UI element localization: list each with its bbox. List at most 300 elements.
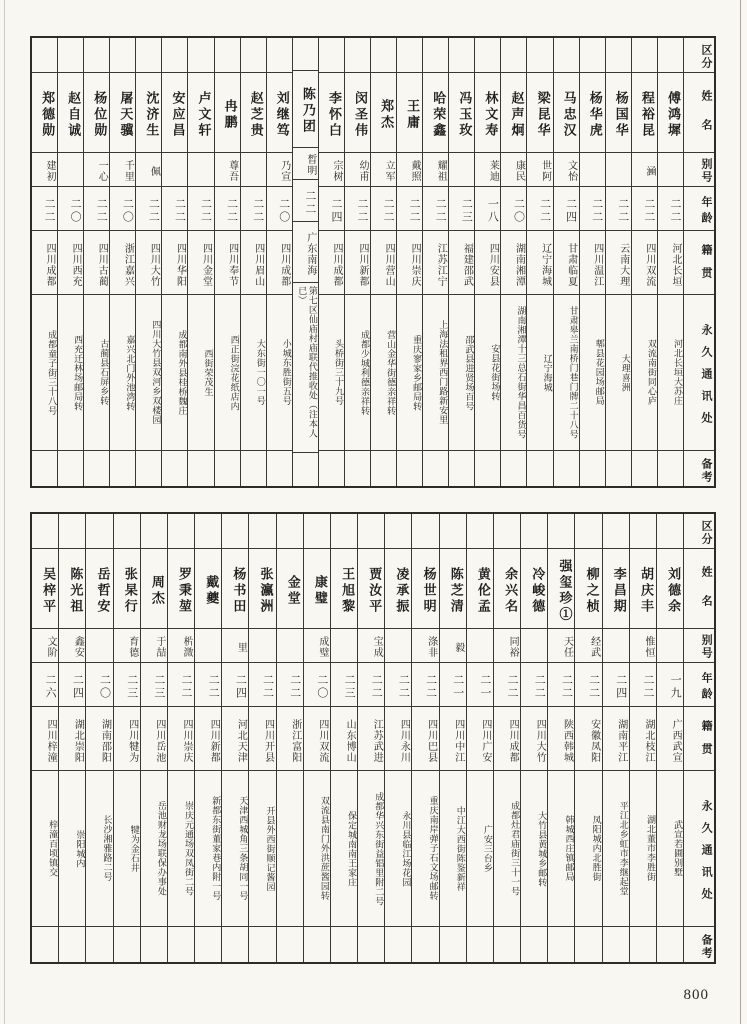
person-note <box>475 450 500 486</box>
page-edge-line-right <box>740 0 741 1024</box>
person-age: 二二 <box>358 662 384 706</box>
person-name: 冯玉玫 <box>449 72 474 152</box>
person-age: 二三 <box>449 186 474 230</box>
person-column <box>83 38 109 486</box>
person-age: 二二 <box>397 186 422 230</box>
person-alias <box>195 628 221 662</box>
person-category-cell <box>319 38 344 72</box>
person-name: 黄伦孟 <box>467 548 493 628</box>
person-category-cell <box>84 38 109 72</box>
person-address: 双流县南门外洪蔗酱园转 <box>304 770 330 926</box>
person-origin: 河北长垣 <box>658 230 683 294</box>
person-name: 贾汝平 <box>358 548 384 628</box>
person-age: 二一 <box>440 662 466 706</box>
person-origin: 四川大竹 <box>521 706 547 770</box>
person-category-cell <box>630 514 656 548</box>
person-origin: 浙江嘉兴 <box>110 230 135 294</box>
person-name: 郑德勋 <box>32 72 57 152</box>
person-age: 二二 <box>371 186 396 230</box>
person-note <box>657 926 683 962</box>
person-note <box>277 926 303 962</box>
person-name: 戴夔 <box>195 548 221 628</box>
person-address <box>277 770 303 926</box>
person-address: 梓潼百顷镇交 <box>32 770 58 926</box>
person-alias: 一心 <box>84 152 109 186</box>
person-note <box>267 450 292 486</box>
person-address: 武宣若圃别墅 <box>657 770 683 926</box>
person-column <box>57 38 83 486</box>
person-origin: 四川营山 <box>371 230 396 294</box>
person-address: 安县花街场转 <box>475 294 500 450</box>
person-category-cell <box>58 38 83 72</box>
person-age: 二二 <box>293 179 318 221</box>
person-note <box>548 926 574 962</box>
person-category-cell <box>114 514 140 548</box>
person-address: 中江大西街陈鉴新祥 <box>440 770 466 926</box>
person-alias <box>658 152 683 186</box>
person-age: 二二 <box>548 662 574 706</box>
person-address: 犍为金石井 <box>114 770 140 926</box>
person-note <box>58 450 83 486</box>
person-address: 成都少城利德亲祥转 <box>345 294 370 450</box>
person-age: 二〇 <box>501 186 526 230</box>
person-age: 二二 <box>249 662 275 706</box>
person-column <box>140 514 167 962</box>
person-age: 二二 <box>527 186 552 230</box>
person-column <box>167 514 194 962</box>
person-name: 柳之桢 <box>575 548 601 628</box>
row-label-alias: 别号 <box>684 152 714 186</box>
roster-table-upper <box>30 36 716 488</box>
person-alias: 里 <box>222 628 248 662</box>
person-column <box>574 514 601 962</box>
person-note <box>423 450 448 486</box>
person-category-cell <box>632 38 657 72</box>
person-origin: 广西武宣 <box>657 706 683 770</box>
row-label-column <box>683 38 714 486</box>
person-column <box>32 38 57 486</box>
person-alias: 涤非 <box>412 628 438 662</box>
person-address: 永川县临江场花园 <box>385 770 411 926</box>
person-alias: 世阿 <box>527 152 552 186</box>
person-name: 陈乃团 <box>293 70 318 146</box>
person-address: 成都童子街三十八号 <box>32 294 57 450</box>
person-age: 二二 <box>630 662 656 706</box>
person-origin: 广东南海 <box>293 221 318 282</box>
person-address: 天津西城角三条胡同一号 <box>222 770 248 926</box>
person-address: 河北长垣大苏庄 <box>658 294 683 450</box>
person-category-cell <box>32 38 57 72</box>
person-alias: 耀祖 <box>423 152 448 186</box>
person-origin: 四川岳池 <box>141 706 167 770</box>
person-column <box>474 38 500 486</box>
person-address: 成都南外县桂桥魏庄 <box>162 294 187 450</box>
person-address: 头桥街三十九号 <box>319 294 344 450</box>
person-column <box>384 514 411 962</box>
person-column <box>493 514 520 962</box>
person-origin: 四川开县 <box>249 706 275 770</box>
person-origin: 湖南湘潭 <box>501 230 526 294</box>
person-address: 古蔺县石屏乡转 <box>84 294 109 450</box>
person-age: 二二 <box>658 186 683 230</box>
person-origin: 四川双流 <box>632 230 657 294</box>
row-label-name: 姓名 <box>684 72 714 152</box>
person-origin: 四川新都 <box>195 706 221 770</box>
person-age: 二四 <box>554 186 579 230</box>
person-note <box>293 452 318 486</box>
person-column <box>439 514 466 962</box>
person-note <box>440 926 466 962</box>
person-name: 赵芝贵 <box>241 72 266 152</box>
person-column <box>631 38 657 486</box>
person-name: 冉鹏 <box>215 72 240 152</box>
person-age: 二二 <box>580 186 605 230</box>
person-origin: 湖北崇阳 <box>59 706 85 770</box>
person-category-cell <box>501 38 526 72</box>
row-label-alias: 别号 <box>684 628 714 662</box>
person-address: 湖南湘潭十三总石街华昌百货号 <box>501 294 526 450</box>
row-label-age: 年龄 <box>684 662 714 706</box>
person-age: 二一 <box>467 662 493 706</box>
person-address: 保定城南南王家庄 <box>331 770 357 926</box>
person-name: 刘德余 <box>657 548 683 628</box>
person-age: 二二 <box>162 186 187 230</box>
person-age: 二三 <box>331 662 357 706</box>
person-name: 金堂 <box>277 548 303 628</box>
person-note <box>249 926 275 962</box>
person-category-cell <box>412 514 438 548</box>
person-category-cell <box>32 514 58 548</box>
person-address: 重庆南岸弹子石文场邮转 <box>412 770 438 926</box>
person-address: 甘肃皋兰南桥门巷门牌二十八号 <box>554 294 579 450</box>
person-column <box>656 514 683 962</box>
person-address: 广安三台乡 <box>467 770 493 926</box>
person-age: 二三 <box>141 662 167 706</box>
person-address: 郫县花园场邮局 <box>580 294 605 450</box>
person-origin: 四川西充 <box>58 230 83 294</box>
person-alias: 经武 <box>575 628 601 662</box>
person-age: 二四 <box>222 662 248 706</box>
person-name: 凌承振 <box>385 548 411 628</box>
person-age: 二二 <box>345 186 370 230</box>
person-column <box>500 38 526 486</box>
person-origin: 四川广安 <box>467 706 493 770</box>
person-column <box>520 514 547 962</box>
person-address: 邵武县进贤场百号 <box>449 294 474 450</box>
person-alias: 尊吾 <box>215 152 240 186</box>
person-origin: 安徽凤阳 <box>575 706 601 770</box>
person-category-cell <box>162 38 187 72</box>
person-origin: 四川巴县 <box>412 706 438 770</box>
person-origin: 四川中江 <box>440 706 466 770</box>
person-age: 二二 <box>241 186 266 230</box>
person-age: 二〇 <box>86 662 112 706</box>
row-label-address: 永久通讯处 <box>684 770 714 926</box>
row-label-column <box>683 514 714 962</box>
person-origin: 甘肃临夏 <box>554 230 579 294</box>
person-address: 四川大竹县双河乡双楼园 <box>136 294 161 450</box>
person-address: 成都灶君庙街三十一号 <box>494 770 520 926</box>
person-age: 二〇 <box>58 186 83 230</box>
person-category-cell <box>222 514 248 548</box>
row-label-note: 备考 <box>684 926 714 962</box>
row-label-age: 年龄 <box>684 186 714 230</box>
person-name: 张瀛洲 <box>249 548 275 628</box>
person-origin: 四川犍为 <box>114 706 140 770</box>
person-address: 平江北乡虹市李继起堂 <box>603 770 629 926</box>
person-category-cell <box>606 38 631 72</box>
row-label-origin: 籍贯 <box>684 230 714 294</box>
person-age: 二二 <box>136 186 161 230</box>
person-address: 大竹县黄城乡邮转 <box>521 770 547 926</box>
person-name: 杨国华 <box>606 72 631 152</box>
person-column <box>629 514 656 962</box>
person-name: 冷峻德 <box>521 548 547 628</box>
person-address: 崇庆元通场双凤街二号 <box>168 770 194 926</box>
person-category-cell <box>548 514 574 548</box>
person-origin: 四川成都 <box>494 706 520 770</box>
person-alias: 成璧 <box>304 628 330 662</box>
person-note <box>632 450 657 486</box>
person-name: 李昌期 <box>603 548 629 628</box>
person-address: 西正街浣花纸店内 <box>215 294 240 450</box>
person-category-cell <box>277 514 303 548</box>
person-alias: 建初 <box>32 152 57 186</box>
person-note <box>449 450 474 486</box>
person-name: 刘继笃 <box>267 72 292 152</box>
person-alias: 同裕 <box>494 628 520 662</box>
person-origin: 湖南平江 <box>603 706 629 770</box>
roster-table-lower <box>30 512 716 964</box>
person-category-cell <box>168 514 194 548</box>
person-category-cell <box>385 514 411 548</box>
person-alias: 惟恒 <box>630 628 656 662</box>
person-name: 王庸 <box>397 72 422 152</box>
person-column <box>370 38 396 486</box>
row-label-kubun: 区分 <box>699 43 712 70</box>
person-name: 岳哲安 <box>86 548 112 628</box>
person-note <box>494 926 520 962</box>
person-address: 嘉兴北门外池湾转 <box>110 294 135 450</box>
person-alias: 毅 <box>440 628 466 662</box>
person-column <box>422 38 448 486</box>
person-column <box>194 514 221 962</box>
person-category-cell <box>358 514 384 548</box>
person-address: 韩城西庄镇邮局 <box>548 770 574 926</box>
person-origin: 四川梓潼 <box>32 706 58 770</box>
person-age: 二〇 <box>110 186 135 230</box>
person-age: 二二 <box>32 186 57 230</box>
person-alias: 康民 <box>501 152 526 186</box>
person-note <box>412 926 438 962</box>
person-column <box>553 38 579 486</box>
person-age: 二〇 <box>267 186 292 230</box>
person-name: 陈芝清 <box>440 548 466 628</box>
person-alias: 文阶 <box>32 628 58 662</box>
person-origin: 湖南邵阳 <box>86 706 112 770</box>
person-note <box>467 926 493 962</box>
person-alias <box>241 152 266 186</box>
person-category-cell <box>397 38 422 72</box>
person-age: 二二 <box>606 186 631 230</box>
person-name: 胡庆丰 <box>630 548 656 628</box>
person-column <box>32 514 58 962</box>
person-address: 重庆寥家乡邮局转 <box>397 294 422 450</box>
person-category-cell <box>110 38 135 72</box>
person-column <box>161 38 187 486</box>
row-label-origin: 籍贯 <box>684 706 714 770</box>
person-origin: 辽宁海城 <box>527 230 552 294</box>
person-alias <box>521 628 547 662</box>
person-category-cell <box>188 38 213 72</box>
person-origin: 四川大竹 <box>136 230 161 294</box>
person-note <box>84 450 109 486</box>
person-name: 罗秉堃 <box>168 548 194 628</box>
person-note <box>527 450 552 486</box>
person-age: 二二 <box>188 186 213 230</box>
person-alias: 宝成 <box>358 628 384 662</box>
person-column <box>221 514 248 962</box>
person-note <box>358 926 384 962</box>
person-column <box>657 38 683 486</box>
person-note <box>32 926 58 962</box>
person-address: 大东街一〇一号 <box>241 294 266 450</box>
person-category-cell <box>136 38 161 72</box>
person-name: 吴梓平 <box>32 548 58 628</box>
person-age: 二二 <box>277 662 303 706</box>
person-category-cell <box>249 514 275 548</box>
person-name: 屠天骥 <box>110 72 135 152</box>
person-alias: 育德 <box>114 628 140 662</box>
person-alias <box>86 628 112 662</box>
person-note <box>215 450 240 486</box>
person-category-cell <box>59 514 85 548</box>
person-age: 二四 <box>319 186 344 230</box>
person-age: 二二 <box>412 662 438 706</box>
person-alias: 戴照 <box>397 152 422 186</box>
row-label-name: 姓名 <box>684 548 714 628</box>
person-name: 马忠汉 <box>554 72 579 152</box>
person-address: 辽宁海城 <box>527 294 552 450</box>
person-name: 强玺珍① <box>548 548 574 628</box>
person-alias: 佩 <box>136 152 161 186</box>
person-origin: 四川温江 <box>580 230 605 294</box>
person-name: 杨华虎 <box>580 72 605 152</box>
person-column <box>411 514 438 962</box>
person-note <box>168 926 194 962</box>
person-alias: 于喆 <box>141 628 167 662</box>
person-age: 二二 <box>215 186 240 230</box>
person-category-cell <box>580 38 605 72</box>
person-name: 傅鸿墀 <box>658 72 683 152</box>
person-category-cell <box>331 514 357 548</box>
person-address: 凤阳城内北胜街 <box>575 770 601 926</box>
person-alias: 莱迪 <box>475 152 500 186</box>
person-alias <box>449 152 474 186</box>
person-category-cell <box>141 514 167 548</box>
person-name: 杨书田 <box>222 548 248 628</box>
person-note <box>606 450 631 486</box>
person-origin: 四川崇庆 <box>168 706 194 770</box>
person-name: 陈光祖 <box>59 548 85 628</box>
person-name: 李怀白 <box>319 72 344 152</box>
person-address: 成都华兴东街益锠里附二号 <box>358 770 384 926</box>
person-origin: 四川永川 <box>385 706 411 770</box>
person-name: 余兴名 <box>494 548 520 628</box>
person-name: 张杲行 <box>114 548 140 628</box>
person-column <box>276 514 303 962</box>
row-label-address: 永久通讯处 <box>684 294 714 450</box>
person-name: 杨世明 <box>412 548 438 628</box>
person-age: 二二 <box>494 662 520 706</box>
person-address: 营山金华街德亲祥转 <box>371 294 396 450</box>
person-name: 郑杰 <box>371 72 396 152</box>
person-note <box>195 926 221 962</box>
person-origin: 四川古蔺 <box>84 230 109 294</box>
person-column <box>318 38 344 486</box>
person-column <box>266 38 292 486</box>
person-category-cell <box>521 514 547 548</box>
person-age: 二三 <box>114 662 140 706</box>
person-origin: 四川安县 <box>475 230 500 294</box>
person-alias <box>580 152 605 186</box>
person-column <box>330 514 357 962</box>
person-alias <box>331 628 357 662</box>
person-age: 二〇 <box>304 662 330 706</box>
person-column <box>187 38 213 486</box>
person-note <box>554 450 579 486</box>
person-note <box>188 450 213 486</box>
person-origin: 四川金堂 <box>188 230 213 294</box>
person-note <box>658 450 683 486</box>
person-column <box>526 38 552 486</box>
person-name: 赵自诚 <box>58 72 83 152</box>
person-address: 上海法租界西门路新安里 <box>423 294 448 450</box>
person-origin: 四川新都 <box>345 230 370 294</box>
person-alias <box>467 628 493 662</box>
person-name: 周杰 <box>141 548 167 628</box>
person-category-cell <box>575 514 601 548</box>
person-note <box>32 450 57 486</box>
person-column <box>109 38 135 486</box>
person-category-cell <box>423 38 448 72</box>
person-column <box>396 38 422 486</box>
person-category-cell <box>603 514 629 548</box>
person-age: 二二 <box>632 186 657 230</box>
person-name: 沈济生 <box>136 72 161 152</box>
person-origin: 四川双流 <box>304 706 330 770</box>
person-column <box>344 38 370 486</box>
person-origin: 四川成都 <box>32 230 57 294</box>
person-age: 二二 <box>423 186 448 230</box>
person-alias: 㭊溦 <box>168 628 194 662</box>
person-origin: 四川眉山 <box>241 230 266 294</box>
person-category-cell <box>267 38 292 72</box>
person-name: 哈荣鑫 <box>423 72 448 152</box>
person-age: 二二 <box>521 662 547 706</box>
person-alias <box>657 628 683 662</box>
person-column <box>357 514 384 962</box>
person-origin: 江苏武进 <box>358 706 384 770</box>
person-column <box>579 38 605 486</box>
person-category-cell <box>449 38 474 72</box>
person-note <box>331 926 357 962</box>
person-column <box>448 38 474 486</box>
person-address: 小城东胜街五号 <box>267 294 292 450</box>
person-origin: 江苏江宁 <box>423 230 448 294</box>
person-note <box>385 926 411 962</box>
person-column <box>303 514 330 962</box>
